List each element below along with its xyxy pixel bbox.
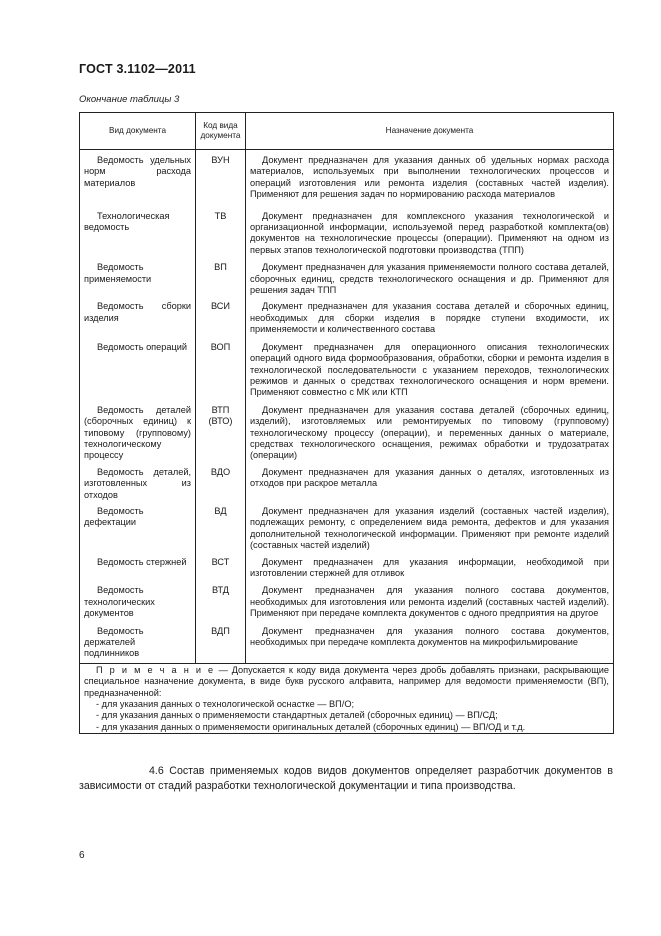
doc-type-cell: Ведомость деталей, изготовленных из отходов [80, 462, 196, 501]
body-paragraph: 4.6 Состав применяемых кодов видов документов определяет разработчик документов в зависимости от стадий разработки технологической документации и типа производства. [79, 765, 613, 792]
doc-code-cell: ВП [196, 256, 246, 296]
doc-purpose-cell: Документ предназначен для указания применяемости полного состава деталей, сборочных единиц, средств технологического оснащения и др. Применяют для решения задач ТПП [246, 256, 614, 296]
table-row [80, 201, 614, 257]
table-note-row [80, 663, 614, 733]
doc-type-cell: Ведомость операций [80, 336, 196, 399]
column-header-doc-purpose: Назначение документа [246, 113, 614, 150]
doc-purpose-cell: Документ предназначен для указания данных о деталях, изготовленных из отходов при раскрое металла [246, 462, 614, 501]
table-header-row [80, 113, 614, 150]
note-item: - для указания данных о применяемости стандартных деталей (сборочных единиц) — ВП/СД; [96, 710, 498, 721]
doc-type-cell: Ведомость применяемости [80, 256, 196, 296]
table-row [80, 256, 614, 296]
document-types-table [79, 112, 614, 734]
doc-code-cell: ВСИ [196, 296, 246, 335]
doc-code-cell: ВСТ [196, 552, 246, 580]
doc-type-cell: Ведомость дефектации [80, 501, 196, 552]
doc-type-cell: Ведомость деталей (сборочных единиц) к типовому (групповому) технологическому процессу [80, 399, 196, 462]
doc-purpose-cell: Документ предназначен для указания состава деталей (сборочных единиц, изделий), изготовляемых или ремонтируемых по типовому (групповому) технологическому процессу (операции), и переменных данных о материале, средствах технологического оснащения, режимах обработки и трудозатратах (операции) [246, 399, 614, 462]
table-caption: Окончание таблицы 3 [79, 94, 180, 105]
doc-code-cell: ВТД [196, 579, 246, 619]
doc-purpose-cell: Документ предназначен для указания информации, необходимой при изготовлении стержней для отливок [246, 552, 614, 580]
doc-type-cell: Ведомость держателей подлинников [80, 620, 196, 664]
doc-purpose-cell: Документ предназначен для указания состава деталей и сборочных единиц, необходимых для сборки изделия в порядке ступени входимости, их применяемости и количественного состава [246, 296, 614, 335]
doc-code-cell: ВОП [196, 336, 246, 399]
doc-purpose-cell: Документ предназначен для указания изделий (составных частей изделия), подлежащих ремонту, с определением вида ремонта, дефектов и для указания дополнительной технологической информации. Применяют при ремонте изделий (составных частей изделий) [246, 501, 614, 552]
table-row [80, 579, 614, 619]
doc-purpose-cell: Документ предназначен для указания данных об удельных нормах расхода материалов, используемых при выполнении технологических процессов и операций изготовления или ремонта изделия (составных частей изделия). Применяют для решения задач по нормированию расхода материалов [246, 150, 614, 201]
note-label: П р и м е ч а н и е [96, 664, 215, 675]
doc-code-cell: ВД [196, 501, 246, 552]
doc-type-cell: Ведомость технологических документов [80, 579, 196, 619]
doc-purpose-cell: Документ предназначен для указания полного состава документов, необходимых для изготовления или ремонта изделий (составных частей изделий). Применяют при передаче комплекта документов с одного предприятия на другое [246, 579, 614, 619]
column-header-doc-type: Вид документа [80, 113, 196, 150]
table-row [80, 296, 614, 335]
table-row [80, 336, 614, 399]
doc-purpose-cell: Документ предназначен для операционного описания технологических операций одного вида формообразования, обработки, сборки и ремонта изделия в технологической последовательности с указанием переходов, технологических режимов и данных о средствах технологического оснащения и норм времени. Применяют совместно с МК или КТП [246, 336, 614, 399]
doc-code-cell: ТВ [196, 201, 246, 257]
table-row [80, 399, 614, 462]
table-row [80, 150, 614, 201]
page-number: 6 [79, 850, 85, 861]
table-row [80, 620, 614, 664]
table-row [80, 552, 614, 580]
doc-purpose-cell: Документ предназначен для комплексного указания технологической и организационной информации, используемой перед разработкой комплекта(ов) документов на технологические процессы (операции). Применяют на одном из первых этапов технологической подготовки производства (ТПП) [246, 201, 614, 257]
doc-type-cell: Ведомость сборки изделия [80, 296, 196, 335]
doc-type-cell: Ведомость удельных норм расхода материалов [80, 150, 196, 201]
doc-code-cell: ВДО [196, 462, 246, 501]
table-row [80, 462, 614, 501]
standard-code: ГОСТ 3.1102—2011 [79, 62, 196, 76]
doc-type-cell: Технологическая ведомость [80, 201, 196, 257]
doc-code-cell: ВДП [196, 620, 246, 664]
doc-type-cell: Ведомость стержней [80, 552, 196, 580]
column-header-doc-code: Код вида документа [196, 113, 246, 150]
note-item: - для указания данных о применяемости оригинальных деталей (сборочных единиц) — ВП/ОД и т.д. [96, 721, 526, 732]
doc-code-cell: ВУН [196, 150, 246, 201]
note-item: - для указания данных о технологической оснастке — ВП/О; [96, 699, 355, 710]
doc-code-cell: ВТП (ВТО) [196, 399, 246, 462]
table-note [80, 663, 614, 733]
doc-purpose-cell: Документ предназначен для указания полного состава документов, необходимых при передаче комплекта документов на микрофильмирование [246, 620, 614, 664]
table-row [80, 501, 614, 552]
note-text: — Допускается к коду вида документа через дробь добавлять признаки, раскрывающие специальное назначение документа, в виде букв русского алфавита, например для ведомости применяемости (ВП), предназначенной: [84, 664, 609, 698]
